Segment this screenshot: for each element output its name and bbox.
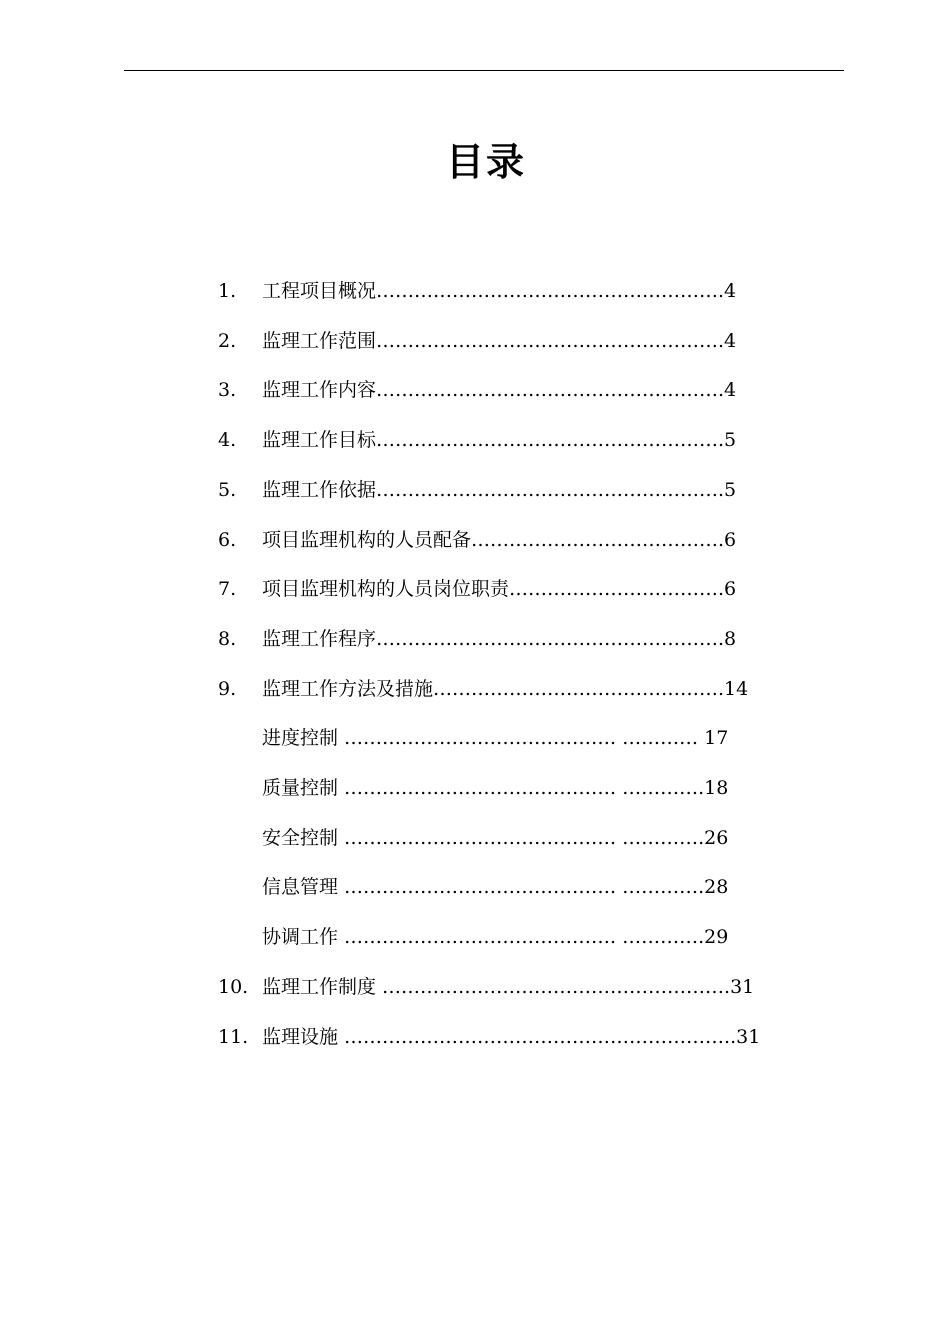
toc-entry-number: 9. (218, 677, 237, 700)
toc-entry-text: 监理工作范围……………………………………………….4 (262, 329, 737, 352)
toc-entry-text: 信息管理 ……………………………………. ………….28 (262, 876, 729, 899)
toc-entry-text: 协调工作 ……………………………………. ………….29 (262, 926, 729, 949)
toc-entry-number: 2. (218, 329, 237, 352)
toc-entry-text: 监理设施 ……………………………………………………..31 (262, 1025, 761, 1048)
toc-entry-text: 监理工作内容……………………………………………….4 (262, 379, 737, 402)
toc-subentry[interactable] (0, 912, 950, 962)
toc-entry-text: 监理工作制度 ……………………………………………….31 (262, 975, 755, 998)
toc-entry-number: 4. (218, 429, 237, 452)
toc-entry-text: 项目监理机构的人员岗位职责…………………………….6 (262, 578, 737, 601)
toc-entry-text: 监理工作方法及措施……………………………………….14 (262, 677, 749, 700)
toc-entry[interactable] (0, 564, 950, 614)
toc-entry-text: 工程项目概况……………………………………………….4 (262, 280, 737, 302)
toc-entry[interactable] (0, 515, 950, 565)
toc-subentry[interactable] (0, 713, 950, 763)
toc-entry-text: 监理工作目标……………………………………………….5 (262, 429, 737, 452)
toc-entry-text: 项目监理机构的人员配备………………………………….6 (262, 528, 737, 551)
toc-entry[interactable] (0, 365, 950, 415)
toc-entry-text: 进度控制 ……………………………………. ………… 17 (262, 727, 729, 750)
toc-entry-number: 11. (218, 1025, 249, 1048)
toc-entry-number: 3. (218, 379, 237, 402)
toc-entry[interactable] (0, 465, 950, 515)
toc-entry-number: 5. (218, 478, 237, 501)
toc-subentry[interactable] (0, 862, 950, 912)
toc-entry-number: 8. (218, 627, 237, 650)
toc-entry[interactable] (0, 962, 950, 1012)
toc-entry-number: 1. (218, 280, 237, 302)
toc-entry-number: 10. (218, 975, 249, 998)
toc-entry[interactable] (0, 664, 950, 714)
toc-entry-text: 质量控制 ……………………………………. ………….18 (262, 777, 729, 799)
toc-entry[interactable] (0, 614, 950, 664)
toc-entry-number: 6. (218, 528, 237, 551)
header-rule (124, 70, 844, 71)
toc-entry[interactable] (0, 266, 950, 316)
toc-entry[interactable] (0, 316, 950, 366)
toc-entry-text: 监理工作程序……………………………………………….8 (262, 627, 737, 650)
toc-entry-number: 7. (218, 578, 237, 601)
toc-entry-text: 监理工作依据……………………………………………….5 (262, 478, 737, 501)
toc-entry[interactable] (0, 415, 950, 465)
toc-subentry[interactable] (0, 763, 950, 813)
toc-entry-text: 安全控制 ……………………………………. ………….26 (262, 826, 729, 849)
page-title: 目录 (445, 139, 526, 184)
toc-subentry[interactable] (0, 813, 950, 863)
toc-entry[interactable] (0, 1012, 950, 1062)
